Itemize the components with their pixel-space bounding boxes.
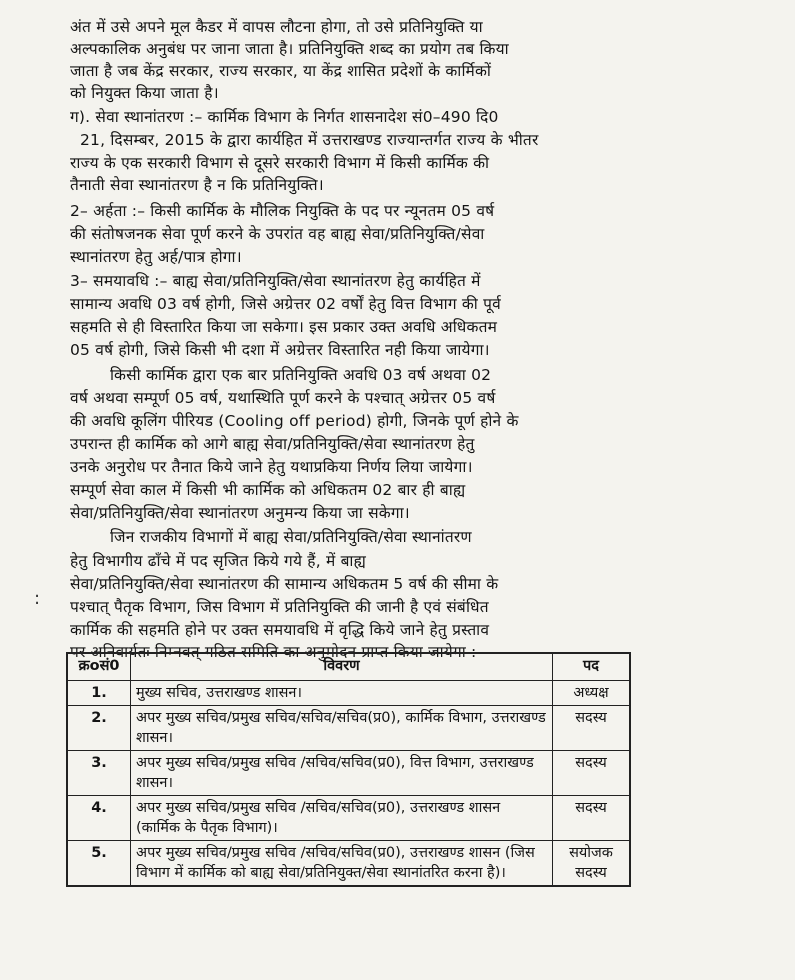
text-line: को नियुक्त किया जाता है। <box>70 84 219 102</box>
text-line: सेवा/प्रतिनियुक्ति/सेवा स्थानांतरण की सामान्य अधिकतम 5 वर्ष की सीमा के <box>70 575 499 593</box>
serial-cell: 3. <box>67 751 131 796</box>
committee-table <box>66 652 631 887</box>
description-cell: अपर मुख्य सचिव/प्रमुख सचिव/सचिव/सचिव(प्र0), कार्मिक विभाग, उत्तराखण्ड शासन। <box>131 706 553 751</box>
text-line: की संतोषजनक सेवा पूर्ण करने के उपरांत वह बाह्य सेवा/प्रतिनियुक्ति/सेवा <box>70 225 485 243</box>
post-cell: सदस्य <box>553 751 631 796</box>
text-line: 21, दिसम्बर, 2015 के द्वारा कार्यहित में उत्तराखण्ड राज्यान्तर्गत राज्य के भीतर <box>80 131 539 149</box>
text-line: तैनाती सेवा स्थानांतरण है न कि प्रतिनियुक्ति। <box>70 176 324 194</box>
text-line: सेवा/प्रतिनियुक्ति/सेवा स्थानांतरण अनुमन्य किया जा सकेगा। <box>70 504 410 522</box>
serial-cell: 5. <box>67 841 131 887</box>
text-line: राज्य के एक सरकारी विभाग से दूसरे सरकारी विभाग में किसी कार्मिक की <box>70 154 490 172</box>
text-line: उपरान्त ही कार्मिक को आगे बाह्य सेवा/प्रतिनियुक्ति/सेवा स्थानांतरण हेतु <box>70 435 475 453</box>
text-line: पर अनिवार्यतः निम्नवत् गठित समिति का अनुमोदन प्राप्त किया जायेगा :– <box>70 643 485 661</box>
description-cell: अपर मुख्य सचिव/प्रमुख सचिव /सचिव/सचिव(प्र0), वित्त विभाग, उत्तराखण्ड शासन। <box>131 751 553 796</box>
post-cell: सयोजक सदस्य <box>553 841 631 887</box>
post-cell: अध्यक्ष <box>553 681 631 706</box>
table-row <box>67 796 630 841</box>
table-row <box>67 751 630 796</box>
text-line: कार्मिक की सहमति होने पर उक्त समयावधि में वृद्धि किये जाने हेतु प्रस्ताव <box>70 621 490 639</box>
table-row <box>67 681 630 706</box>
text-line: अंत में उसे अपने मूल कैडर में वापस लौटना होगा, तो उसे प्रतिनियुक्ति या <box>70 18 483 36</box>
description-cell: अपर मुख्य सचिव/प्रमुख सचिव /सचिव/सचिव(प्र0), उत्तराखण्ड शासन (जिस विभाग में कार्मिक को बाह्य सेवा/प्रतिनियुक्त/सेवा स्थानांतरित करना है)। <box>131 841 553 887</box>
table-row <box>67 706 630 751</box>
post-cell: सदस्य <box>553 796 631 841</box>
text-line: की अवधि कूलिंग पीरियड (Cooling off period) होगी, जिनके पूर्ण होने के <box>70 412 519 430</box>
serial-cell: 1. <box>67 681 131 706</box>
post-cell: सदस्य <box>553 706 631 751</box>
text-line: पश्चात् पैतृक विभाग, जिस विभाग में प्रतिनियुक्ति की जानी है एवं संबंधित <box>70 598 489 616</box>
text-line: स्थानांतरण हेतु अर्ह/पात्र होगा। <box>70 248 242 266</box>
text-line: उनके अनुरोध पर तैनात किये जाने हेतु यथाप्रकिया निर्णय लिया जायेगा। <box>70 458 473 476</box>
text-line: सामान्य अवधि 03 वर्ष होगी, जिसे अग्रेत्तर 02 वर्षों हेतु वित्त विभाग की पूर्व <box>70 295 501 313</box>
header-serial: क्रoसं0 <box>67 653 131 681</box>
margin-mark: : <box>34 588 41 609</box>
header-description: विवरण <box>131 653 553 681</box>
text-line: जाता है जब केंद्र सरकार, राज्य सरकार, या केंद्र शासित प्रदेशों के कार्मिकों <box>70 62 492 80</box>
text-line: जिन राजकीय विभागों में बाह्य सेवा/प्रतिनियुक्ति/सेवा स्थानांतरण <box>110 528 472 546</box>
table-header-row <box>67 653 630 681</box>
text-line: अल्पकालिक अनुबंध पर जाना जाता है। प्रतिनियुक्ति शब्द का प्रयोग तब किया <box>70 40 509 58</box>
serial-cell: 4. <box>67 796 131 841</box>
text-line: हेतु विभागीय ढाँचे में पद सृजित किये गये हैं, में बाह्य <box>70 552 367 570</box>
section-heading-seva-sthanantaran: ग). सेवा स्थानांतरण :– कार्मिक विभाग के निर्गत शासनादेश सं0–490 दि0 <box>70 108 499 126</box>
section-heading-samayavadhi: 3– समयावधि :– बाह्य सेवा/प्रतिनियुक्ति/सेवा स्थानांतरण हेतु कार्यहित में <box>70 272 481 290</box>
text-line: वर्ष अथवा सम्पूर्ण 05 वर्ष, यथास्थिति पूर्ण करने के पश्चात् अग्रेत्तर 05 वर्ष <box>70 389 496 407</box>
description-cell: मुख्य सचिव, उत्तराखण्ड शासन। <box>131 681 553 706</box>
text-line: सम्पूर्ण सेवा काल में किसी भी कार्मिक को अधिकतम 02 बार ही बाह्य <box>70 481 466 499</box>
text-line: 05 वर्ष होगी, जिसे किसी भी दशा में अग्रेत्तर विस्तारित नही किया जायेगा। <box>70 341 490 359</box>
text-line: किसी कार्मिक द्वारा एक बार प्रतिनियुक्ति अवधि 03 वर्ष अथवा 02 <box>110 366 492 384</box>
header-post: पद <box>553 653 631 681</box>
table-row <box>67 841 630 887</box>
description-cell: अपर मुख्य सचिव/प्रमुख सचिव /सचिव/सचिव(प्र0), उत्तराखण्ड शासन (कार्मिक के पैतृक विभाग)। <box>131 796 553 841</box>
text-line: सहमति से ही विस्तारित किया जा सकेगा। इस प्रकार उक्त अवधि अधिकतम <box>70 318 498 336</box>
serial-cell: 2. <box>67 706 131 751</box>
section-heading-arhata: 2– अर्हता :– किसी कार्मिक के मौलिक नियुक्ति के पद पर न्यूनतम 05 वर्ष <box>70 202 495 220</box>
